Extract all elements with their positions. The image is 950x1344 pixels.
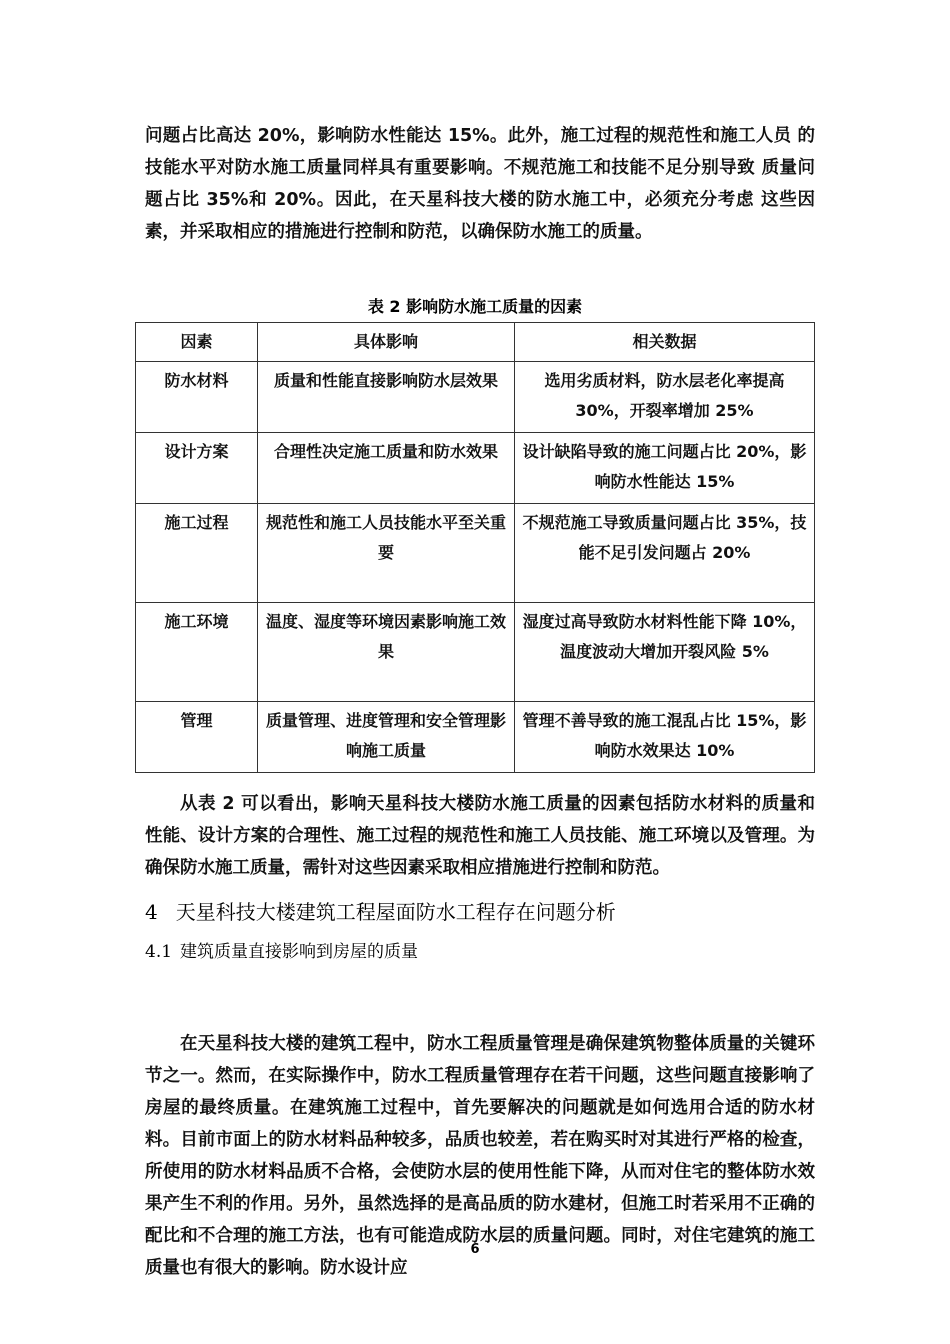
body-paragraph: 在天星科技大楼的建筑工程中，防水工程质量管理是确保建筑物整体质量的关键环节之一。然而，在实际操作中，防水工程质量管理存在若干问题，这些问题直接影响了房屋的最终质量。在建筑施工过程中，首先要解决的问题就是如何选用合适的防水材料。目前市面上的防水材料品种较多，品质也较差，若在购买时对其进行严格的检查，所使用的防水材料品质不合格，会使防水层的使用性能下降，从而对住宅的整体防水效果产生不利的作用。另外，虽然选择的是高品质的防水建材，但施工时若采用不正确的配比和不合理的施工方法，也有可能造成防水层的质量问题。同时，对住宅建筑的施工质量也有很大的影响。防水设计应: [145, 1034, 815, 1278]
cell-impact: 质量和性能直接影响防水层效果: [258, 362, 515, 433]
table-row: [136, 603, 815, 702]
subsection-number: 4.1: [145, 942, 173, 962]
cell-factor: 施工环境: [136, 603, 258, 702]
table-header-row: [136, 323, 815, 362]
cell-impact: 温度、湿度等环境因素影响施工效果: [258, 603, 515, 702]
factors-table: [135, 322, 815, 773]
section-number: 4: [145, 900, 158, 924]
cell-data: 湿度过高导致防水材料性能下降 10%，温度波动大增加开裂风险 5%: [515, 603, 815, 702]
header-factor: 因素: [136, 323, 258, 362]
cell-factor: 防水材料: [136, 362, 258, 433]
cell-impact: 质量管理、进度管理和安全管理影响施工质量: [258, 702, 515, 773]
header-impact: 具体影响: [258, 323, 515, 362]
section-title: 天星科技大楼建筑工程屋面防水工程存在问题分析: [175, 900, 616, 924]
table-caption: 表 2 影响防水施工质量的因素: [367, 297, 583, 316]
cell-factor: 管理: [136, 702, 258, 773]
subsection-heading: [145, 940, 418, 964]
header-data: 相关数据: [515, 323, 815, 362]
table-row: [136, 362, 815, 433]
cell-impact: 规范性和施工人员技能水平至关重要: [258, 504, 515, 603]
page-number: 6: [470, 1242, 480, 1257]
cell-data: 不规范施工导致质量问题占比 35%，技能不足引发问题占 20%: [515, 504, 815, 603]
cell-impact: 合理性决定施工质量和防水效果: [258, 433, 515, 504]
cell-data: 管理不善导致的施工混乱占比 15%，影响防水效果达 10%: [515, 702, 815, 773]
intro-paragraph: 问题占比高达 20%，影响防水性能达 15%。此外，施工过程的规范性和施工人员 的技能水平对防水施工质量同样具有重要影响。不规范施工和技能不足分别导致 质量问题占比 35%和 20%。因此，在天星科技大楼的防水施工中，必须充分考虑 这些因素，并采取相应的措施进行控制和防范，以确保防水施工的质量。: [145, 126, 815, 242]
table-row: [136, 504, 815, 603]
cell-data: 选用劣质材料，防水层老化率提高 30%，开裂率增加 25%: [515, 362, 815, 433]
section-heading: [145, 898, 616, 926]
subsection-title: 建筑质量直接影响到房屋的质量: [180, 942, 419, 962]
cell-data: 设计缺陷导致的施工问题占比 20%，影响防水性能达 15%: [515, 433, 815, 504]
table-row: [136, 702, 815, 773]
cell-factor: 设计方案: [136, 433, 258, 504]
cell-factor: 施工过程: [136, 504, 258, 603]
summary-paragraph: 从表 2 可以看出，影响天星科技大楼防水施工质量的因素包括防水材料的质量和性能、设计方案的合理性、施工过程的规范性和施工人员技能、施工环境以及管理。为确保防水施工质量，需针对这些因素采取相应措施进行控制和防范。: [145, 794, 815, 878]
table-row: [136, 433, 815, 504]
